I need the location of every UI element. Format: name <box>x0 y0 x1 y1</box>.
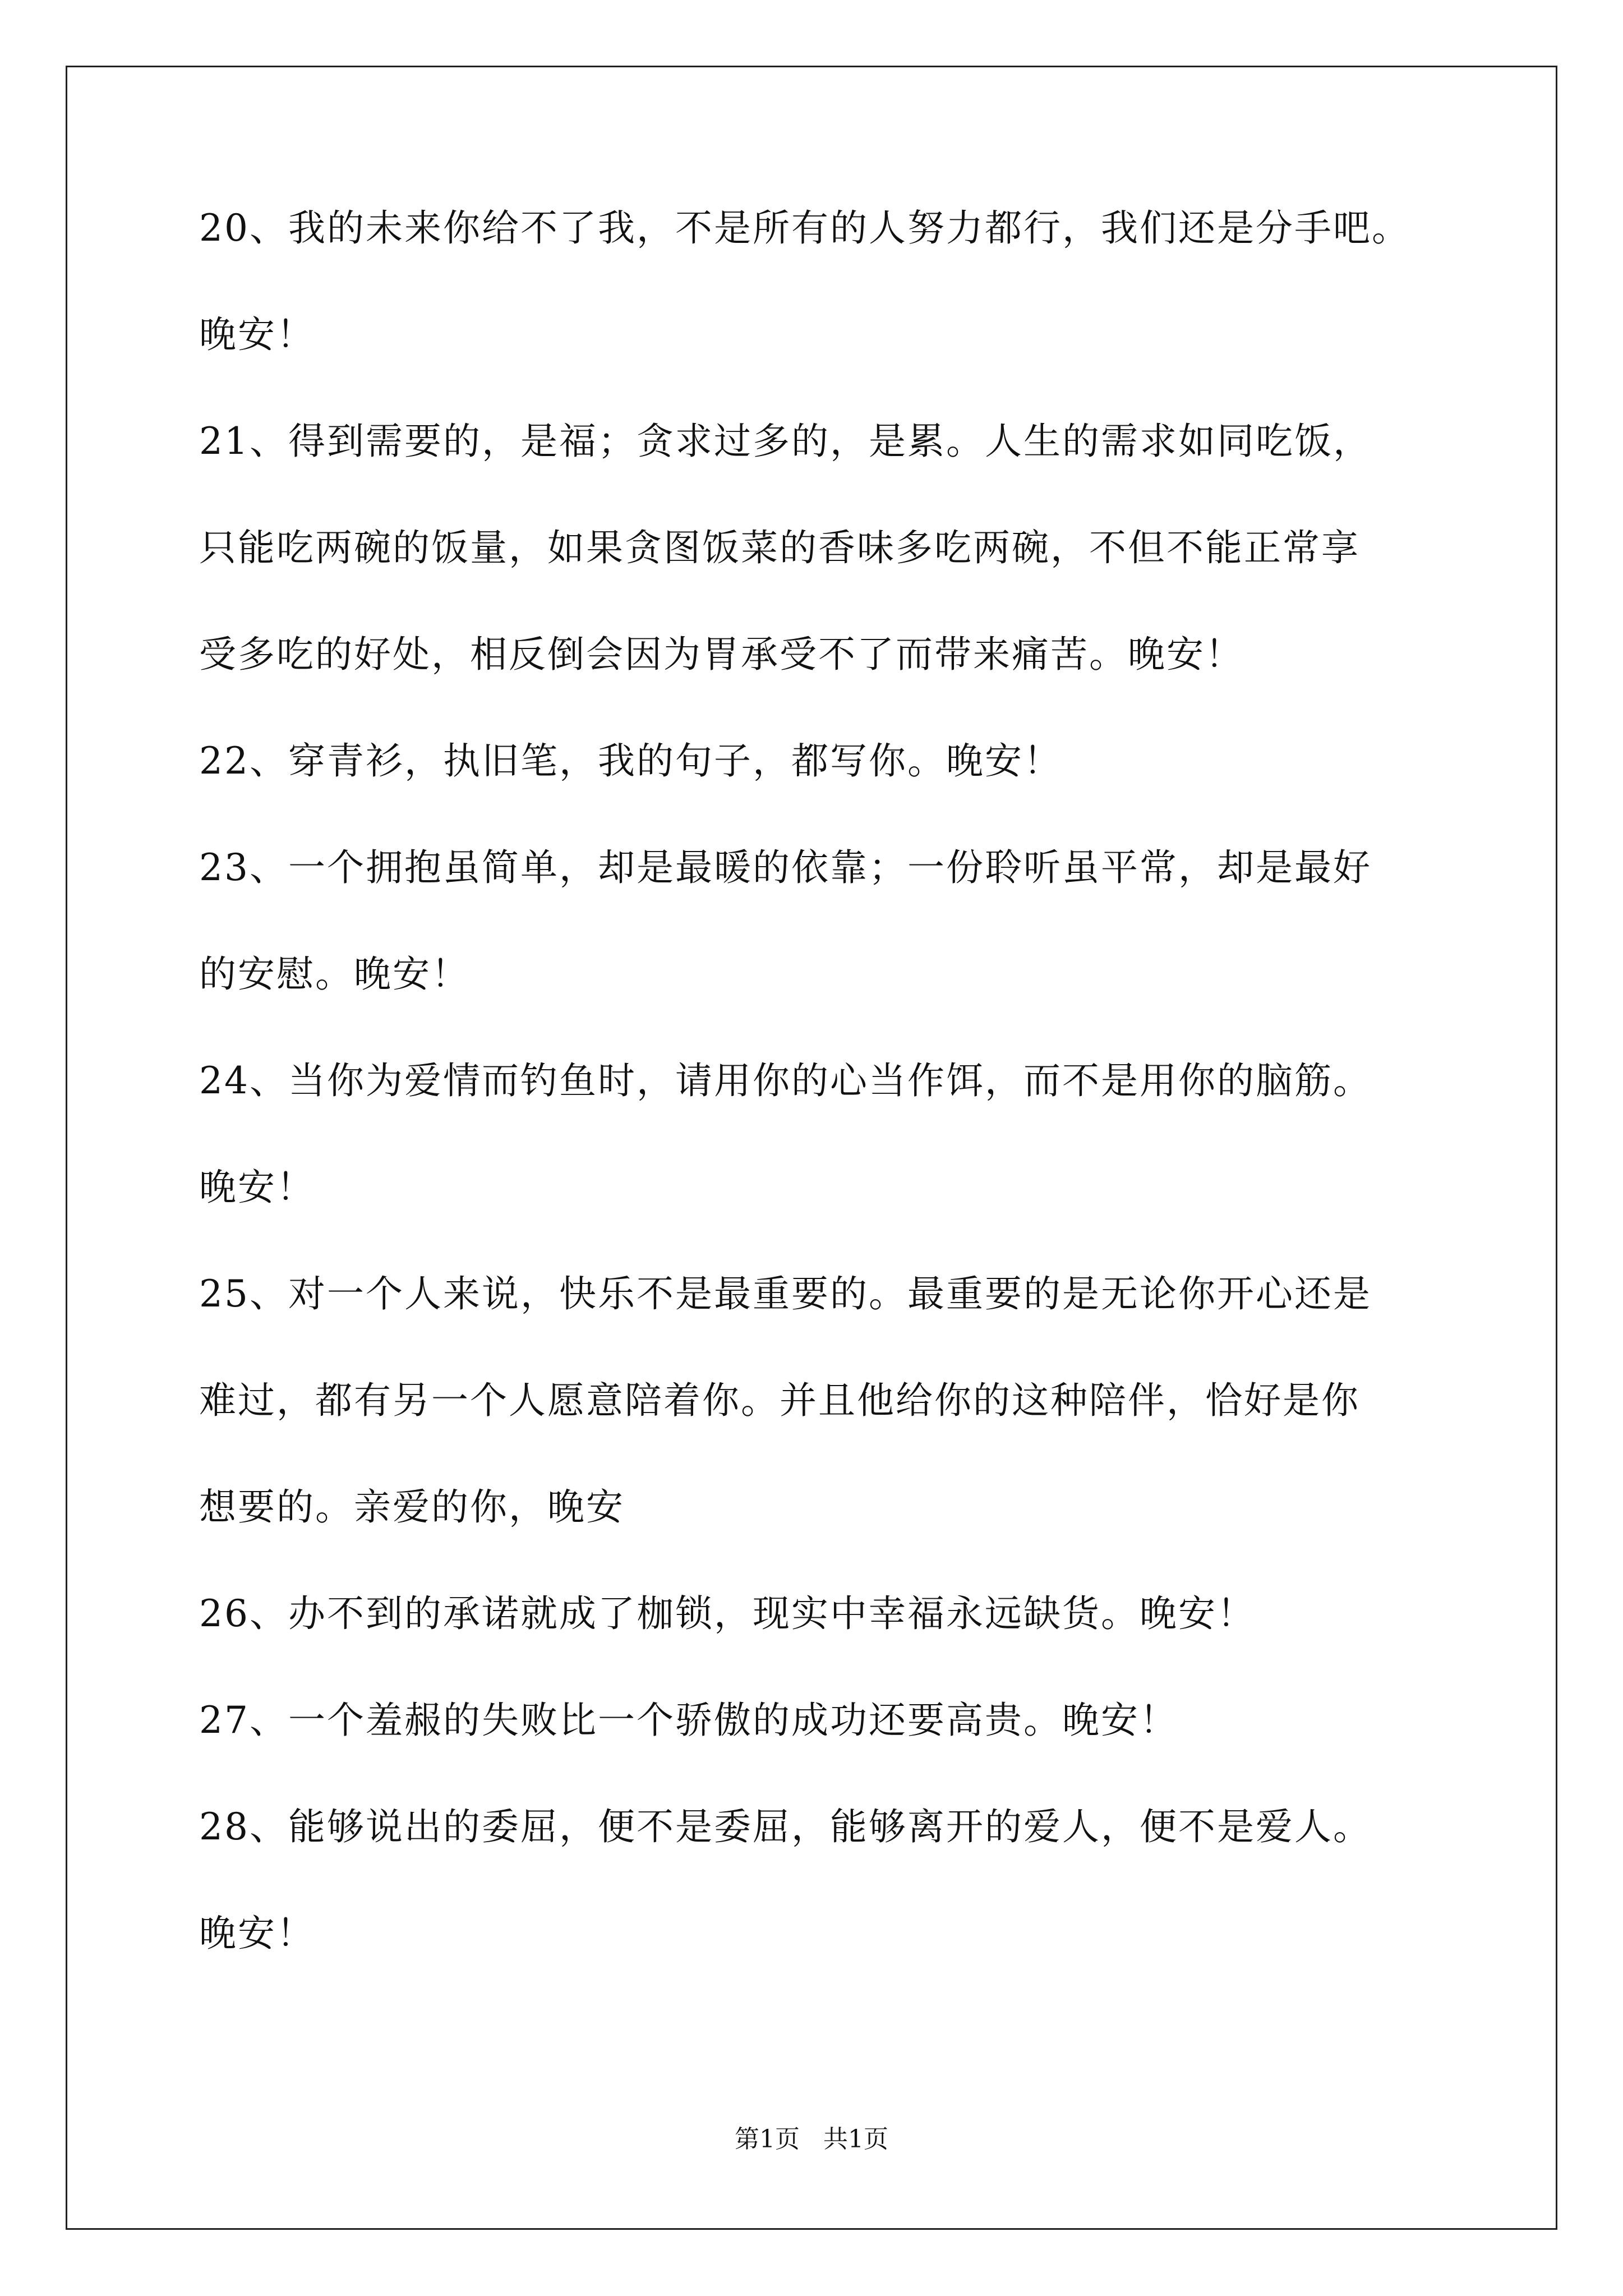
text-line: 晚安！ <box>199 1912 315 1955</box>
text-line: 晚安！ <box>199 1166 315 1209</box>
text-line: 22、穿青衫，执旧笔，我的句子，都写你。晚安！ <box>199 739 1062 783</box>
text-line: 想要的。亲爱的你，晚安 <box>199 1485 625 1529</box>
text-line: 21、得到需要的，是福；贪求过多的，是累。人生的需求如同吃饭， <box>199 420 1372 463</box>
text-line: 23、一个拥抱虽简单，却是最暖的依靠；一份聆听虽平常，却是最好 <box>199 846 1372 889</box>
text-line: 26、办不到的承诺就成了枷锁，现实中幸福永远缺货。晚安！ <box>199 1592 1256 1635</box>
page-footer: 第1页 共1页 <box>735 2125 888 2154</box>
text-line: 20、我的未来你给不了我，不是所有的人努力都行，我们还是分手吧。 <box>199 206 1410 250</box>
text-line: 受多吃的好处，相反倒会因为胃承受不了而带来痛苦。晚安！ <box>199 633 1244 676</box>
text-line: 24、当你为爱情而钓鱼时，请用你的心当作饵，而不是用你的脑筋。 <box>199 1059 1372 1102</box>
text-line: 28、能够说出的委屈，便不是委屈，能够离开的爱人，便不是爱人。 <box>199 1805 1372 1848</box>
text-line: 的安慰。晚安！ <box>199 953 470 996</box>
text-line: 只能吃两碗的饭量，如果贪图饭菜的香味多吃两碗，不但不能正常享 <box>199 526 1360 569</box>
text-line: 25、对一个人来说，快乐不是最重要的。最重要的是无论你开心还是 <box>199 1272 1372 1315</box>
text-line: 27、一个羞赧的失败比一个骄傲的成功还要高贵。晚安！ <box>199 1699 1178 1742</box>
document-body <box>199 206 1478 2022</box>
text-line: 晚安！ <box>199 313 315 356</box>
text-line: 难过，都有另一个人愿意陪着你。并且他给你的这种陪伴，恰好是你 <box>199 1379 1360 1422</box>
